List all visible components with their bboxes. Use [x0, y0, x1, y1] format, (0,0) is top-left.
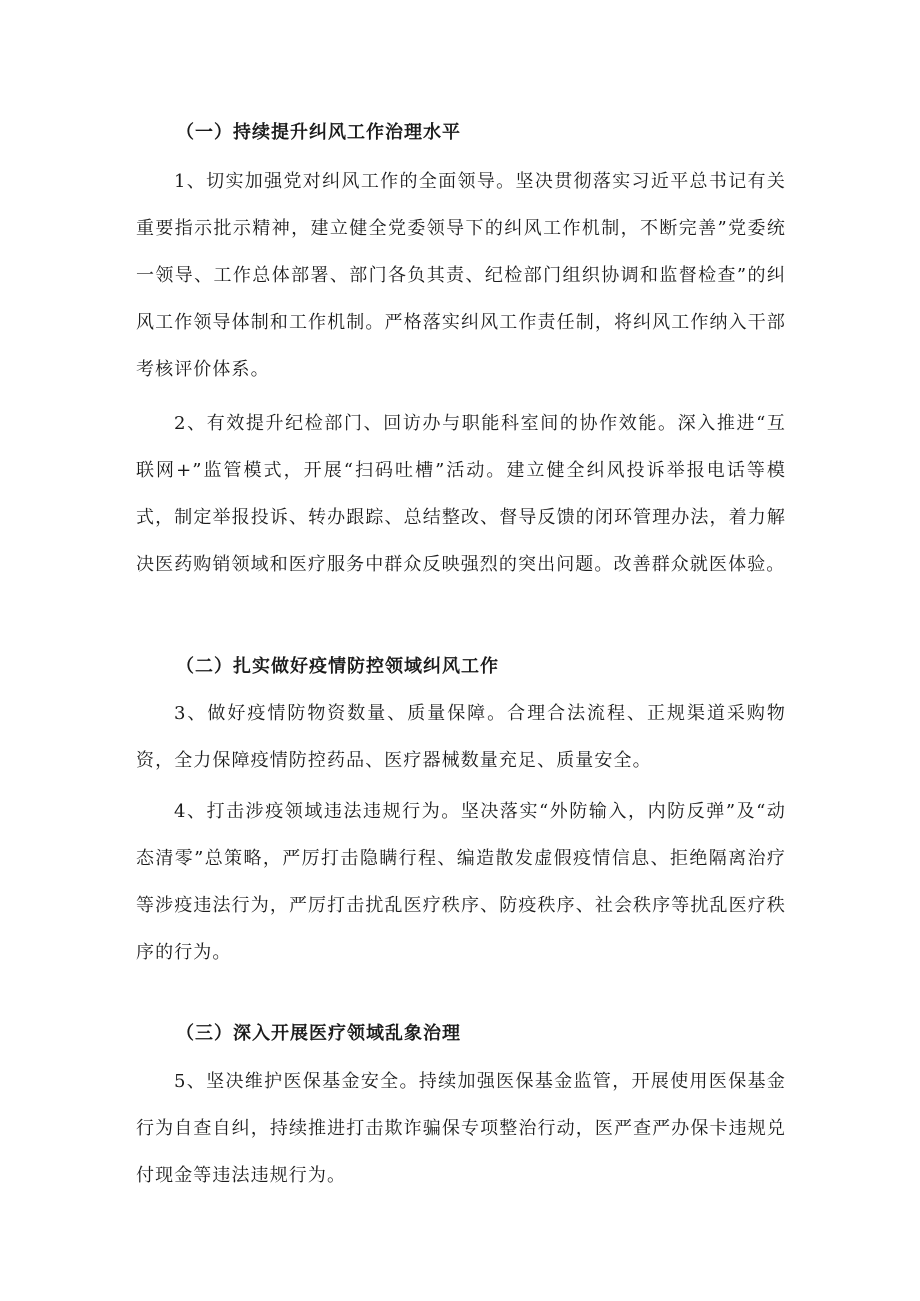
paragraph-3: 3、做好疫情防物资数量、质量保障。合理合法流程、正规渠道采购物资，全力保障疫情防控药品、医疗器械数量充足、质量安全。	[136, 703, 786, 771]
section-2-heading: （二）扎实做好疫情防控领域纠风工作	[176, 656, 499, 677]
section-1-heading: （一）持续提升纠风工作治理水平	[176, 122, 461, 143]
section-3-heading: （三）深入开展医疗领域乱象治理	[176, 1023, 461, 1044]
paragraph-4: 4、打击涉疫领域违法违规行为。坚决落实“外防输入，内防反弹”及“动态清零”总策略，严厉打击隐瞒行程、编造散发虚假疫情信息、拒绝隔离治疗等涉疫违法行为，严厉打击扰乱医疗秩序、防疫秩序、社会秩序等扰乱医疗秩序的行为。	[136, 801, 786, 963]
paragraph-5: 5、坚决维护医保基金安全。持续加强医保基金监管，开展使用医保基金行为自查自纠，持续推进打击欺诈骗保专项整治行动，医严查严办保卡违规兑付现金等违法违规行为。	[136, 1071, 786, 1186]
paragraph-1: 1、切实加强党对纠风工作的全面领导。坚决贯彻落实习近平总书记有关重要指示批示精神，建立健全党委领导下的纠风工作机制，不断完善”党委统一领导、工作总体部署、部门各负其责、纪检部门组织协调和监督检查”的纠风工作领导体制和工作机制。严格落实纠风工作责任制，将纠风工作纳入干部考核评价体系。	[136, 171, 786, 380]
paragraph-2: 2、有效提升纪检部门、回访办与职能科室间的协作效能。深入推进“互联网+”监管模式，开展“扫码吐槽”活动。建立健全纠风投诉举报电话等模式，制定举报投诉、转办跟踪、总结整改、督导反馈的闭环管理办法，着力解决医药购销领域和医疗服务中群众反映强烈的突出问题。改善群众就医体验。	[136, 413, 786, 575]
